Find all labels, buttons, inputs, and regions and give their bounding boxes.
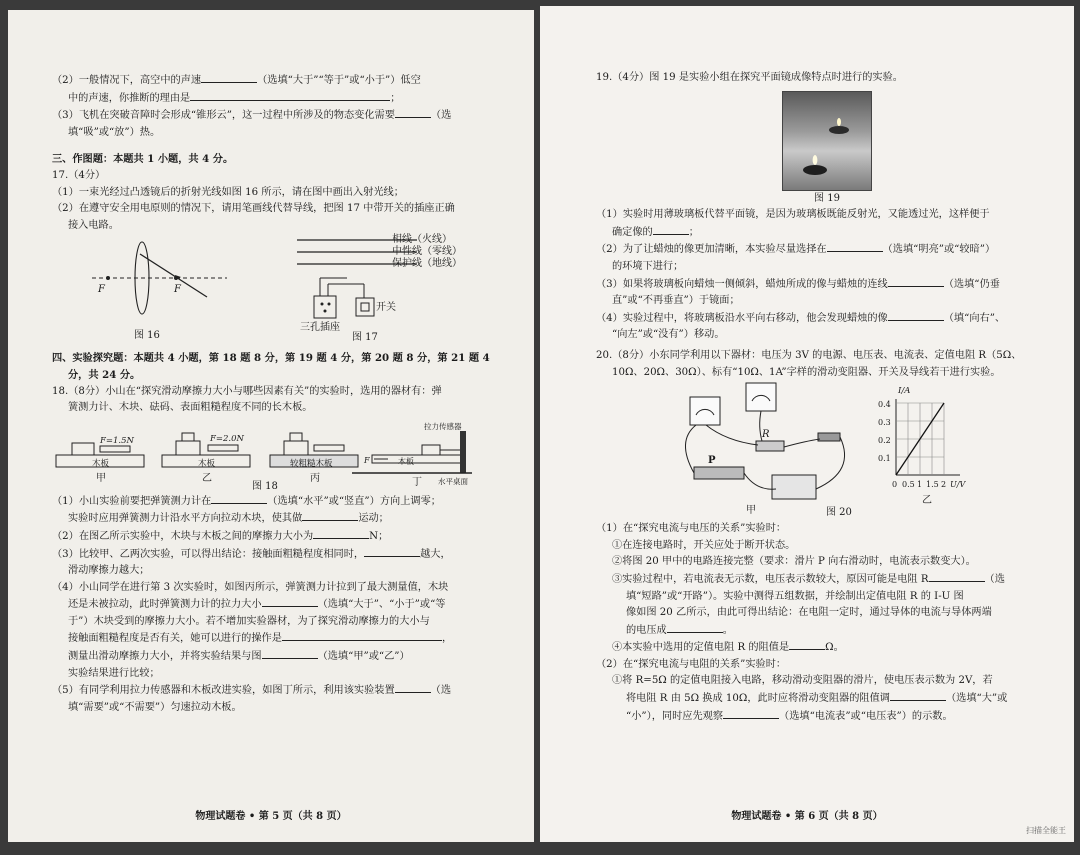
q19-3-line1: （3）如果将玻璃板向蜡烛一侧倾斜，蜡烛所成的像与蜡烛的连线 （选填“仍垂: [596, 276, 1058, 294]
q18-4-line1: （4）小山同学在进行第 3 次实验时，如图丙所示，弹簧测力计拉到了最大测量值，木块: [52, 581, 449, 593]
fig18-label-a: 甲: [96, 472, 106, 484]
candle-image: [829, 126, 849, 134]
fig18-label-b: 乙: [202, 472, 212, 484]
blank[interactable]: [653, 224, 689, 235]
fig18-force-d: F: [364, 455, 370, 465]
fig17-neutral-label: 中性线（零线）: [392, 246, 462, 258]
block-a: [72, 443, 94, 455]
switch: [818, 433, 840, 441]
q20-1a: ①在连接电路时，开关应处于断开状态。: [612, 539, 796, 551]
fig20-resistor-label: R: [762, 429, 770, 441]
q19-2-line2: 的环境下进行；: [612, 260, 684, 272]
q18-4-line3: 于”）木块受到的摩擦力大小。若不增加实验器材，为了探究滑动摩擦力的大小与: [68, 615, 430, 627]
blank[interactable]: [827, 241, 883, 252]
q20-1c-line2: 填“短路”或“开路”）。实验中测得五组数据，并绘制出定值电阻 R 的 I-U 图: [626, 590, 964, 602]
resistor: [756, 441, 784, 451]
q18-5-line1: （5）有同学利用拉力传感器和木板改进实验，如图丁所示，利用该实验装置 （选: [52, 682, 520, 700]
socket-hole: [324, 310, 327, 313]
fig20-x-tick: 0.5: [902, 480, 915, 490]
fig20-x-axis-label: U/V: [950, 480, 966, 490]
fig17-socket-label: 三孔插座: [300, 322, 340, 334]
q18-4-line4: 接触面粗糙程度是否有关，她可以进行的操作是 ，: [52, 630, 520, 648]
socket-hole: [328, 303, 331, 306]
fig20-y-tick: 0.2: [878, 436, 891, 446]
q19-4-line1: （4）实验过程中，将玻璃板沿水平向右移动，他会发现蜡烛的像 （填“向右”、: [596, 310, 1058, 328]
q16-2-line1: （2）一般情况下，高空中的声速 （选填“大于”“等于”或“小于”）低空: [52, 72, 520, 90]
q20-intro-2: 10Ω、20Ω、30Ω）、标有“10Ω、1A”字样的滑动变阻器、开关及导线若干进行实验。: [612, 366, 1001, 378]
q20-2a-line3: “小”），同时应先观察 （选填“电流表”或“电压表”）的示数。: [596, 708, 1058, 726]
blank[interactable]: [262, 648, 318, 659]
wire: [784, 439, 820, 447]
q18-5-line2: 填“需要”或“不需要”）匀速拉动木板。: [68, 701, 242, 713]
q16-3-line2: 填“吸”或“放”）热。: [68, 126, 161, 138]
switch-toggle: [361, 303, 369, 311]
q20-2a-line2: 将电阻 R 由 5Ω 换成 10Ω，此时应将滑动变阻器的阻值调 （选填“大”或: [596, 690, 1058, 708]
q18-4-line5: 测量出滑动摩擦力大小，并将实验结果与图 （选填“甲”或“乙”）: [52, 648, 520, 666]
scanner-watermark: 扫描全能王: [1026, 826, 1066, 835]
q17-2-line2: 接入电路。: [68, 219, 119, 231]
figure-20: [596, 381, 1058, 521]
switch-box: [356, 298, 374, 316]
page-5-content: [52, 72, 520, 716]
q18-4-line2: 还是未被拉动，此时弹簧测力计的拉力大小 （选填“大于”、“小于”或“等: [52, 596, 520, 614]
page-5: [8, 10, 534, 842]
q19-2-line1: （2）为了让蜡烛的像更加清晰，本实验尽量选择在 （选填“明亮”或“较暗”）: [596, 241, 1058, 259]
q17-1: （1）一束光经过凸透镜后的折射光线如图 16 所示，请在图中画出入射光线；: [52, 186, 404, 198]
fig18-force-b: F=2.0N: [210, 433, 244, 444]
fig18-board-c: 较粗糙木板: [290, 458, 333, 469]
ammeter: [690, 397, 720, 425]
fig17-ground-label: 保护线（地线）: [392, 258, 462, 270]
fig20-y-tick: 0.1: [878, 454, 891, 464]
blank[interactable]: [190, 90, 390, 101]
q17-heading: 17.（4分）: [52, 169, 106, 181]
fig18-board-a: 木板: [92, 458, 110, 469]
block-b: [176, 441, 200, 455]
blank[interactable]: [888, 310, 944, 321]
blank[interactable]: [890, 690, 946, 701]
fig20-drawing: [596, 381, 1036, 521]
socket-box: [314, 296, 336, 318]
wire: [744, 473, 776, 489]
blank[interactable]: [313, 528, 369, 539]
section-4-heading-2: 分，共 24 分。: [68, 368, 141, 381]
blank[interactable]: [395, 107, 431, 118]
focus-left: [106, 276, 110, 280]
flame-image: [837, 118, 841, 126]
blank[interactable]: [201, 72, 257, 83]
candle-object: [803, 165, 827, 175]
blank[interactable]: [282, 630, 442, 641]
blank[interactable]: [929, 571, 985, 582]
q18-3-line1: （3）比较甲、乙两次实验，可以得出结论：接触面粗糙程度相同时， 越大，: [52, 546, 520, 564]
q20-1c-line3: 像如图 20 乙所示，由此可得出结论：在电阻一定时，通过导体的电流与导体两端: [626, 607, 992, 619]
fig20-y-axis-label: I/A: [898, 386, 911, 397]
blank[interactable]: [789, 639, 825, 650]
power-supply: [772, 475, 816, 499]
fig17-switch-label: 开关: [376, 302, 396, 314]
q18-4-line6: 实验结果进行比较；: [68, 667, 160, 679]
q20-1c-line4: 的电压成 。: [596, 622, 1058, 640]
q18-3-line2: 滑动摩擦力越大；: [68, 565, 150, 577]
q20-2: （2）在“探究电流与电阻的关系”实验时：: [596, 658, 787, 670]
blank[interactable]: [888, 276, 944, 287]
blank[interactable]: [667, 622, 723, 633]
fig16-caption: 图 16: [134, 330, 160, 342]
q16-2-line2: 中的声速，你推断的理由是 ；: [52, 90, 520, 108]
fig18-caption: 图 18: [252, 480, 278, 492]
q18-intro-1: 18.（8分）小山在“探究滑动摩擦力大小与哪些因素有关”的实验时，选用的器材有：弹: [52, 385, 442, 397]
q19-1-line1: （1）实验时用薄玻璃板代替平面镜，是因为玻璃板既能反射光，又能透过光，这样便于: [596, 209, 990, 221]
fig20-caption: 图 20: [826, 507, 852, 519]
spring-scale-c: [314, 445, 344, 451]
fig20-y-tick: 0.3: [878, 418, 891, 428]
page-6: [540, 6, 1074, 842]
section-4-heading: 四、实验探究题：本题共 4 小题，第 18 题 8 分，第 19 题 4 分，第 20 题 8 分，第 21 题 4: [52, 352, 490, 365]
q19-4-line2: “向左”或“没有”）移动。: [612, 329, 725, 341]
page-6-footer: 物理试题卷 • 第 6 页（共 8 页）: [731, 811, 883, 822]
q20-2a-line1: ①将 R=5Ω 的定值电阻接入电路，移动滑动变阻器的滑片，使电压表示数为 2V，若: [612, 675, 993, 687]
fig20-label-a: 甲: [746, 505, 756, 517]
figure-18: [52, 417, 520, 493]
blank[interactable]: [262, 596, 318, 607]
blank[interactable]: [395, 682, 431, 693]
fig19-candles: [783, 92, 871, 190]
fig17-caption: 图 17: [352, 332, 378, 344]
blank[interactable]: [302, 510, 358, 521]
weight-b: [182, 433, 194, 441]
q19-1-line2: 确定像的 ；: [596, 224, 1058, 242]
blank[interactable]: [364, 546, 420, 557]
fig20-x-tick: 1: [917, 480, 923, 490]
fig17-live-label: 相线（火线）: [392, 234, 452, 246]
q18-2: （2）在图乙所示实验中，木块与木板之间的摩擦力大小为 N；: [52, 528, 520, 546]
figures-16-17: [52, 234, 520, 346]
wire: [685, 425, 696, 473]
fig18-sensor-label: 拉力传感器: [424, 421, 462, 431]
fig16-focus-label: F: [174, 284, 181, 296]
fig18-board-b: 木板: [198, 458, 216, 469]
fig18-label-d: 丁: [412, 476, 422, 488]
block-c: [284, 441, 308, 455]
wire: [706, 425, 758, 445]
weight-c: [290, 433, 302, 441]
q17-2-line1: （2）在遵守安全用电原则的情况下，请用笔画线代替导线，把图 17 中带开关的插座正确: [52, 203, 455, 215]
q20-1c-line1: ③实验过程中，若电流表无示数，电压表示数较大，原因可能是电阻 R （选: [596, 571, 1058, 589]
page-6-content: [596, 70, 1058, 725]
flame-object: [813, 155, 818, 165]
fig20-y-tick: 0.4: [878, 400, 891, 410]
voltmeter: [746, 383, 776, 411]
fig19-caption: 图 19: [814, 192, 840, 204]
sensor-post: [460, 431, 466, 473]
page-5-footer: 物理试题卷 • 第 5 页（共 8 页）: [195, 811, 347, 822]
blank[interactable]: [723, 708, 779, 719]
fig18-label-c: 丙: [310, 472, 320, 484]
fig16-focus-label: F: [98, 284, 105, 296]
fig20-x-tick: 2: [941, 480, 947, 490]
fig18-table-label: 水平桌面: [438, 476, 468, 486]
socket-hole: [321, 303, 324, 306]
q16-3-line1: （3）飞机在突破音障时会形成“锥形云”，这一过程中所涉及的物态变化需要 （选: [52, 107, 520, 125]
q19-3-line2: 直”或“不再垂直”）于镜面；: [612, 295, 740, 307]
rheostat: [694, 467, 744, 479]
fig20-label-b: 乙: [922, 495, 932, 507]
block-d: [422, 445, 440, 455]
section-3-heading: 三、作图题：本题共 1 小题，共 4 分。: [52, 153, 234, 166]
fig20-x-tick: 1.5: [926, 480, 939, 490]
q18-1-line2: 实验时应用弹簧测力计沿水平方向拉动木块，使其做 运动；: [52, 510, 520, 528]
q20-1: （1）在“探究电流与电压的关系”实验时：: [596, 523, 787, 535]
q18-1-line1: （1）小山实验前要把弹簧测力计在 （选填“水平”或“竖直”）方向上调零；: [52, 493, 520, 511]
wire: [816, 437, 845, 489]
fig19-photo: [782, 91, 872, 191]
fig18-board-d: 木板: [398, 456, 414, 466]
fig20-slider-label: P: [708, 455, 716, 467]
q20-1b: ②将图 20 甲中的电路连接完整（要求：滑片 P 向右滑动时，电流表示数变大）。: [612, 556, 976, 568]
q20-intro-1: 20.（8分）小东同学利用以下器材：电压为 3V 的电源、电压表、电流表、定值电阻 R（5Ω、: [596, 349, 1022, 361]
q18-intro-2: 簧测力计、木块、砝码、表面粗糙程度不同的长木板。: [68, 402, 313, 414]
fig18-force-a: F=1.5N: [100, 435, 134, 446]
q20-1d: ④本实验中选用的定值电阻 R 的阻值是 Ω。: [596, 639, 1058, 657]
q19-intro: 19.（4分）图 19 是实验小组在探究平面镜成像特点时进行的实验。: [596, 72, 903, 83]
focus-right: [174, 276, 178, 280]
fig20-x-tick: 0: [892, 480, 898, 490]
